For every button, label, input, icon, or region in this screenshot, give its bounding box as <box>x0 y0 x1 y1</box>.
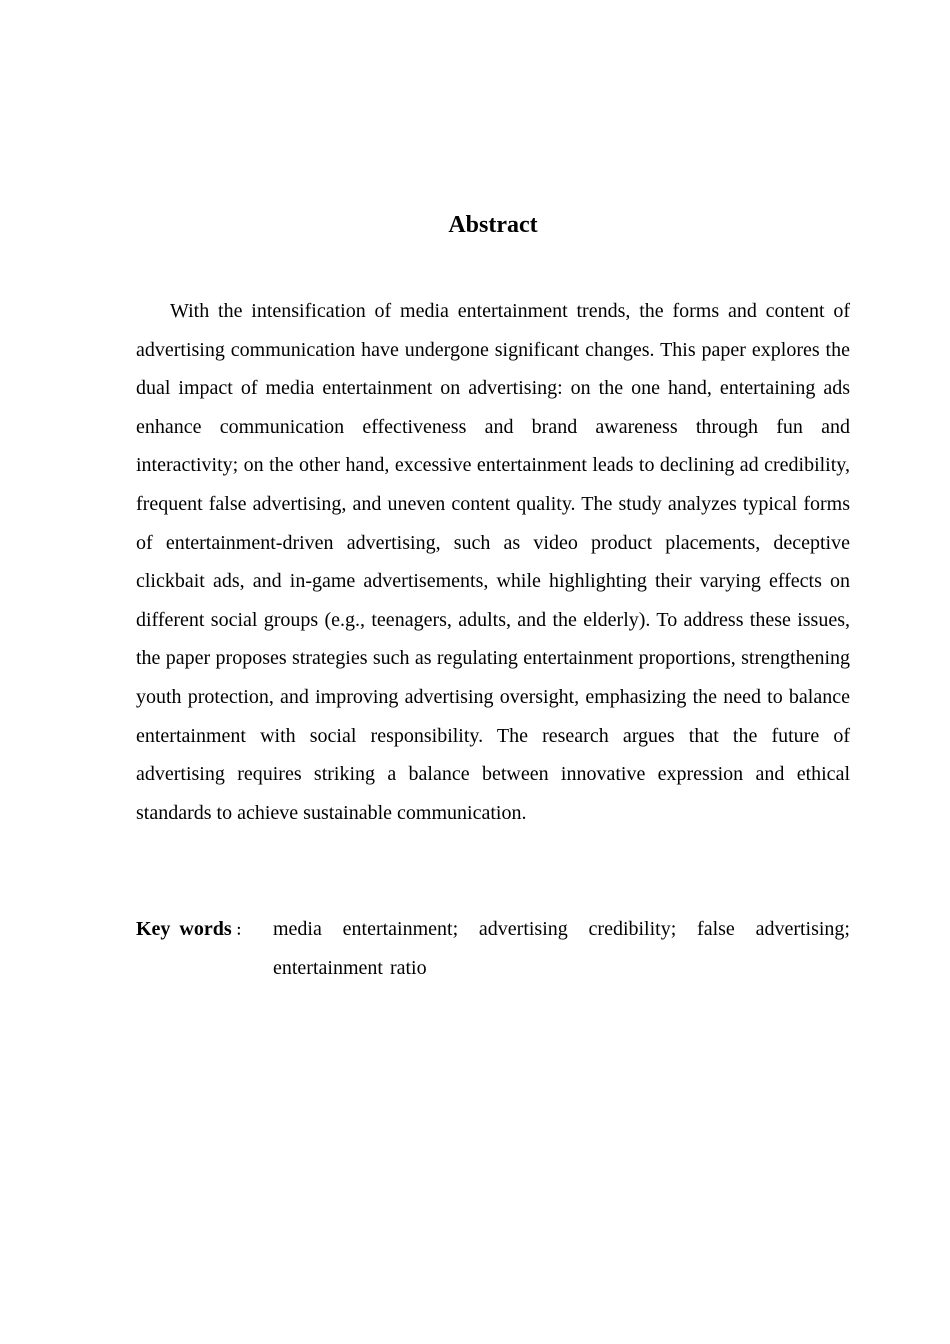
keywords-section <box>136 910 850 987</box>
keywords-label: Key words <box>136 918 232 940</box>
abstract-title: Abstract <box>448 212 538 238</box>
keywords-colon: ： <box>235 924 250 939</box>
abstract-paragraph: With the intensification of media entertainment trends, the forms and content of advertising communication have undergone significant changes. This paper explores the dual impact of media entertainment on advertising: on the one hand, entertaining ads enhance communication effectiveness and brand awareness through fun and interactivity; on the other hand, excessive entertainment leads to declining ad credibility, frequent false advertising, and uneven content quality. The study analyzes typical forms of entertainment-driven advertising, such as video product placements, deceptive clickbait ads, and in-game advertisements, while highlighting their varying effects on different social groups (e.g., teenagers, adults, and the elderly). To address these issues, the paper proposes strategies such as regulating entertainment proportions, strengthening youth protection, and improving advertising oversight, emphasizing the need to balance entertainment with social responsibility. The research argues that the future of advertising requires striking a balance between innovative expression and ethical standards to achieve sustainable communication. <box>136 300 850 824</box>
keywords-label-group <box>136 910 265 952</box>
keywords-list: media entertainment; advertising credibility; false advertising; entertainment ratio <box>273 918 850 979</box>
